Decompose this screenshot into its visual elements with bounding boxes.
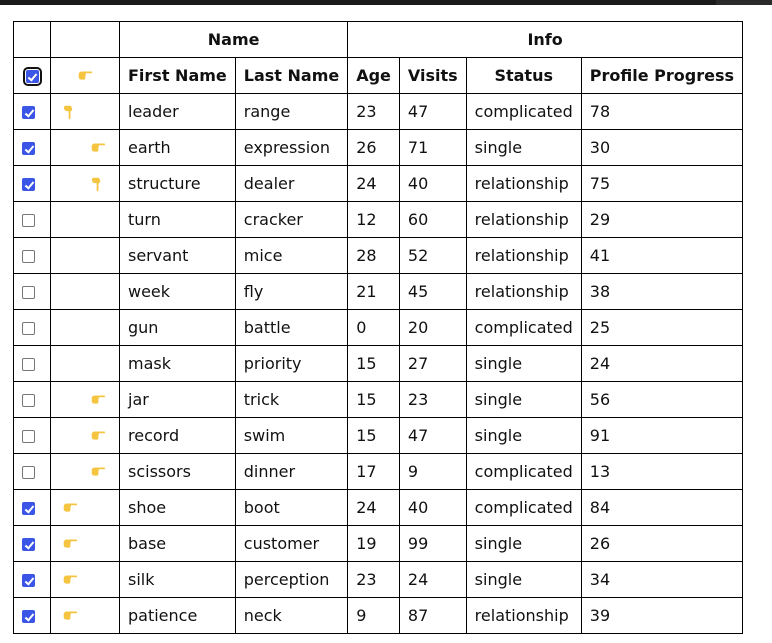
column-header-profile-progress[interactable]: Profile Progress [581, 58, 742, 94]
column-header-visits[interactable]: Visits [399, 58, 466, 94]
table-row[interactable] [14, 166, 743, 202]
table-row[interactable] [14, 274, 743, 310]
row-icon-cell [51, 94, 120, 130]
row-icon-cell [51, 454, 120, 490]
row-icon-cell [51, 490, 120, 526]
cell-first-name: jar [120, 382, 236, 418]
group-header-row [14, 22, 743, 58]
cell-last-name: customer [235, 526, 347, 562]
cell-age: 15 [348, 382, 400, 418]
cell-age: 15 [348, 346, 400, 382]
cell-visits: 87 [399, 598, 466, 634]
data-table [13, 21, 743, 634]
pointing-right-hand-icon [89, 139, 107, 157]
row-checkbox[interactable] [22, 286, 35, 299]
row-icon-cell [51, 418, 120, 454]
cell-profile-progress: 75 [581, 166, 742, 202]
cell-last-name: range [235, 94, 347, 130]
cell-status: single [466, 346, 581, 382]
table-row[interactable] [14, 562, 743, 598]
cell-status: complicated [466, 310, 581, 346]
cell-last-name: boot [235, 490, 347, 526]
row-icon-cell [51, 202, 120, 238]
row-select-cell [14, 490, 51, 526]
table-row[interactable] [14, 418, 743, 454]
cell-age: 9 [348, 598, 400, 634]
pointing-right-hand-icon [61, 571, 79, 589]
row-icon-cell [51, 346, 120, 382]
cell-visits: 20 [399, 310, 466, 346]
row-icon-cell [51, 238, 120, 274]
cell-profile-progress: 38 [581, 274, 742, 310]
cell-age: 19 [348, 526, 400, 562]
row-select-cell [14, 310, 51, 346]
cell-age: 0 [348, 310, 400, 346]
row-checkbox[interactable] [22, 394, 35, 407]
cell-status: complicated [466, 94, 581, 130]
row-select-cell [14, 346, 51, 382]
cell-profile-progress: 56 [581, 382, 742, 418]
cell-profile-progress: 91 [581, 418, 742, 454]
cell-age: 26 [348, 130, 400, 166]
cell-status: single [466, 130, 581, 166]
row-select-cell [14, 454, 51, 490]
row-checkbox[interactable] [22, 430, 35, 443]
table-row[interactable] [14, 490, 743, 526]
row-select-cell [14, 382, 51, 418]
cell-first-name: record [120, 418, 236, 454]
cell-profile-progress: 41 [581, 238, 742, 274]
cell-first-name: earth [120, 130, 236, 166]
cell-first-name: servant [120, 238, 236, 274]
select-all-cell [14, 58, 51, 94]
cell-status: relationship [466, 274, 581, 310]
empty-header-cell [14, 22, 51, 58]
cell-first-name: patience [120, 598, 236, 634]
cell-profile-progress: 34 [581, 562, 742, 598]
column-header-age[interactable]: Age [348, 58, 400, 94]
row-checkbox[interactable] [22, 322, 35, 335]
cell-status: complicated [466, 490, 581, 526]
row-icon-cell [51, 382, 120, 418]
table-body [14, 94, 743, 634]
column-header-row [14, 58, 743, 94]
row-checkbox[interactable] [22, 538, 35, 551]
cell-age: 24 [348, 166, 400, 202]
pointing-down-hand-icon [89, 175, 107, 193]
row-checkbox[interactable] [22, 610, 35, 623]
row-select-cell [14, 274, 51, 310]
cell-profile-progress: 84 [581, 490, 742, 526]
cell-visits: 99 [399, 526, 466, 562]
cell-age: 15 [348, 418, 400, 454]
cell-visits: 24 [399, 562, 466, 598]
row-select-cell [14, 94, 51, 130]
cell-last-name: dinner [235, 454, 347, 490]
cell-status: relationship [466, 238, 581, 274]
cell-first-name: scissors [120, 454, 236, 490]
cell-last-name: expression [235, 130, 347, 166]
row-checkbox[interactable] [22, 106, 35, 119]
cell-status: relationship [466, 598, 581, 634]
cell-last-name: neck [235, 598, 347, 634]
cell-first-name: silk [120, 562, 236, 598]
cell-status: relationship [466, 166, 581, 202]
row-checkbox[interactable] [22, 466, 35, 479]
table-row[interactable] [14, 346, 743, 382]
cell-first-name: turn [120, 202, 236, 238]
row-select-cell [14, 238, 51, 274]
column-header-status[interactable]: Status [466, 58, 581, 94]
cell-visits: 23 [399, 382, 466, 418]
pointing-right-hand-icon [89, 427, 107, 445]
cell-status: complicated [466, 454, 581, 490]
table-row[interactable] [14, 130, 743, 166]
cell-profile-progress: 29 [581, 202, 742, 238]
table-row[interactable] [14, 598, 743, 634]
table-row[interactable] [14, 382, 743, 418]
cell-last-name: fly [235, 274, 347, 310]
cell-last-name: dealer [235, 166, 347, 202]
row-checkbox[interactable] [22, 178, 35, 191]
cell-age: 23 [348, 94, 400, 130]
row-icon-cell [51, 166, 120, 202]
cell-last-name: battle [235, 310, 347, 346]
cell-profile-progress: 26 [581, 526, 742, 562]
cell-age: 12 [348, 202, 400, 238]
group-header-info: Info [348, 22, 743, 58]
table-row[interactable] [14, 202, 743, 238]
cell-first-name: shoe [120, 490, 236, 526]
row-checkbox[interactable] [22, 142, 35, 155]
cell-age: 24 [348, 490, 400, 526]
cell-first-name: structure [120, 166, 236, 202]
column-header-first-name[interactable]: First Name [120, 58, 236, 94]
row-select-cell [14, 202, 51, 238]
row-select-cell [14, 562, 51, 598]
cell-visits: 60 [399, 202, 466, 238]
cell-first-name: mask [120, 346, 236, 382]
pointing-right-hand-icon [61, 499, 79, 517]
top-bar-segment [716, 0, 772, 5]
header-icon-cell [51, 58, 120, 94]
cell-visits: 47 [399, 418, 466, 454]
cell-status: single [466, 562, 581, 598]
cell-status: relationship [466, 202, 581, 238]
cell-status: single [466, 418, 581, 454]
cell-visits: 9 [399, 454, 466, 490]
table-row[interactable] [14, 94, 743, 130]
cell-last-name: cracker [235, 202, 347, 238]
cell-visits: 40 [399, 490, 466, 526]
row-icon-cell [51, 598, 120, 634]
cell-profile-progress: 24 [581, 346, 742, 382]
cell-status: single [466, 526, 581, 562]
pointing-right-hand-icon [61, 535, 79, 553]
cell-age: 23 [348, 562, 400, 598]
row-select-cell [14, 418, 51, 454]
cell-visits: 47 [399, 94, 466, 130]
cell-profile-progress: 13 [581, 454, 742, 490]
row-select-cell [14, 130, 51, 166]
cell-visits: 71 [399, 130, 466, 166]
select-all-checkbox[interactable] [26, 70, 39, 83]
row-icon-cell [51, 562, 120, 598]
column-header-last-name[interactable]: Last Name [235, 58, 347, 94]
pointing-down-hand-icon [61, 103, 79, 121]
cell-status: single [466, 382, 581, 418]
cell-age: 28 [348, 238, 400, 274]
cell-profile-progress: 25 [581, 310, 742, 346]
row-select-cell [14, 166, 51, 202]
pointing-right-hand-icon [61, 607, 79, 625]
row-checkbox[interactable] [22, 358, 35, 371]
cell-profile-progress: 30 [581, 130, 742, 166]
cell-age: 17 [348, 454, 400, 490]
pointing-right-hand-icon [89, 391, 107, 409]
cell-last-name: mice [235, 238, 347, 274]
pointing-right-hand-icon [89, 463, 107, 481]
row-checkbox[interactable] [22, 502, 35, 515]
row-checkbox[interactable] [22, 214, 35, 227]
cell-visits: 27 [399, 346, 466, 382]
cell-profile-progress: 39 [581, 598, 742, 634]
cell-last-name: swim [235, 418, 347, 454]
row-select-cell [14, 598, 51, 634]
row-icon-cell [51, 526, 120, 562]
cell-first-name: leader [120, 94, 236, 130]
table-row[interactable] [14, 526, 743, 562]
row-icon-cell [51, 274, 120, 310]
group-header-name: Name [120, 22, 348, 58]
table-row[interactable] [14, 238, 743, 274]
cell-visits: 40 [399, 166, 466, 202]
cell-visits: 45 [399, 274, 466, 310]
table-row[interactable] [14, 310, 743, 346]
row-icon-cell [51, 130, 120, 166]
cell-profile-progress: 78 [581, 94, 742, 130]
cell-first-name: base [120, 526, 236, 562]
row-checkbox[interactable] [22, 250, 35, 263]
row-select-cell [14, 526, 51, 562]
empty-header-cell [51, 22, 120, 58]
cell-last-name: perception [235, 562, 347, 598]
cell-age: 21 [348, 274, 400, 310]
cell-last-name: trick [235, 382, 347, 418]
row-icon-cell [51, 310, 120, 346]
cell-visits: 52 [399, 238, 466, 274]
table-row[interactable] [14, 454, 743, 490]
cell-first-name: gun [120, 310, 236, 346]
cell-last-name: priority [235, 346, 347, 382]
window-top-bar [0, 0, 772, 5]
cell-first-name: week [120, 274, 236, 310]
pointing-right-hand-icon [76, 67, 94, 85]
row-checkbox[interactable] [22, 574, 35, 587]
